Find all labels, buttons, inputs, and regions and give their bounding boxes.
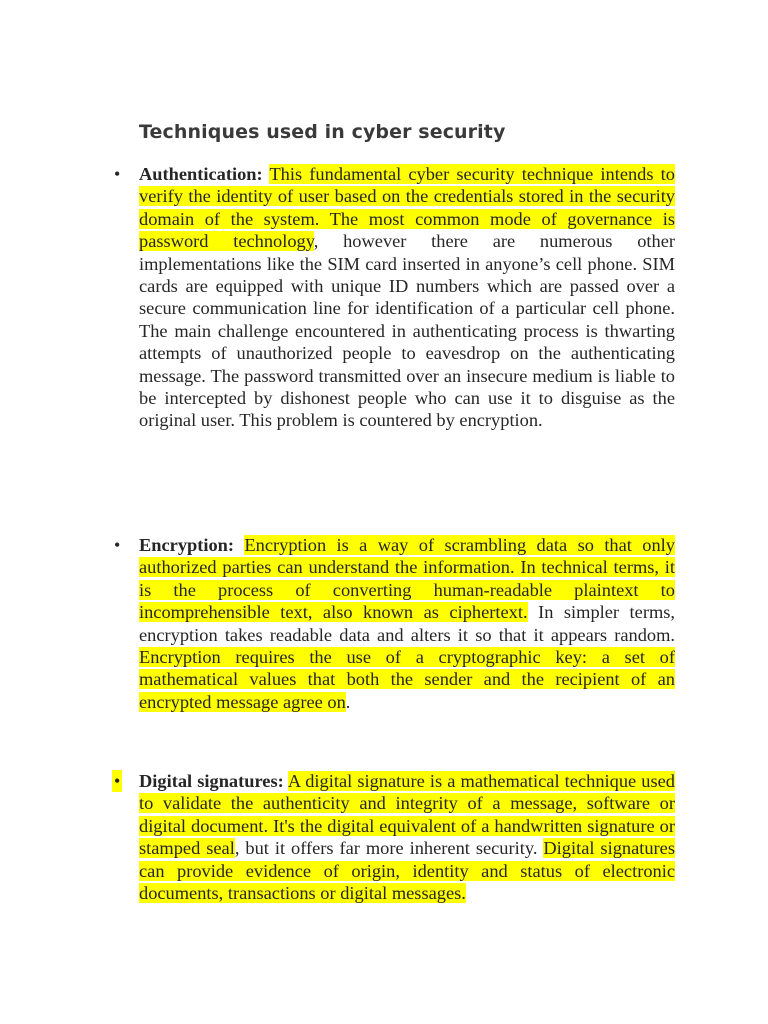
body-text: In simpler terms, encryption takes readable data and alters it so that it appears random. [139,602,676,645]
list-item-authentication [114,163,675,432]
term-label: Authentication: [139,164,263,184]
bullet-icon: • [114,535,121,555]
body-text: , however there are numerous other implementations like the SIM card inserted in anyone’s cell phone. SIM cards are equipped with unique ID numbers which are passed over a secure communication line for identification of a particular cell phone. The main challenge encountered in authenticating process is thwarting attempts of unauthorized people to eavesdrop on the authenticating message. The password transmitted over an insecure medium is liable to be intercepted by dishonest people who can use it to disguise as the original user. This problem is countered by encryption. [139,231,675,431]
bullet-icon: • [114,164,121,184]
highlighted-text: Encryption is a way of scrambling data so that only authorized parties can understand the information. In technical terms, it is the process of converting human-readable plaintext to incomprehensible text, also known as ciphertext. [139,535,675,623]
list-item-encryption [114,534,676,713]
body-text: , but it offers far more inherent security. [234,838,544,859]
term-label: Encryption: [139,535,235,555]
highlighted-text: Encryption requires the use of a cryptographic key: a set of mathematical values that both the sender and the recipient of an encrypted message agree on [139,647,675,712]
highlighted-text: A digital signature is a mathematical technique used to validate the authenticity and integrity of a message, software or digital document. It's the digital equivalent of a handwritten signature or stamped seal [139,771,675,859]
page-title: Techniques used in cyber security [139,121,506,143]
highlighted-text: This fundamental cyber security technique intends to verify the identity of user based on the credentials stored in the security domain of the system. The most common mode of governance is password technology [139,164,675,252]
body-text: . [345,691,351,712]
bullet-icon: • [114,771,121,791]
highlighted-text: Digital signatures can provide evidence of origin, identity and status of electronic documents, transactions or digital messages. [139,838,676,904]
term-label: Digital signatures: [139,771,284,791]
list-item-digital-signatures [114,770,676,904]
